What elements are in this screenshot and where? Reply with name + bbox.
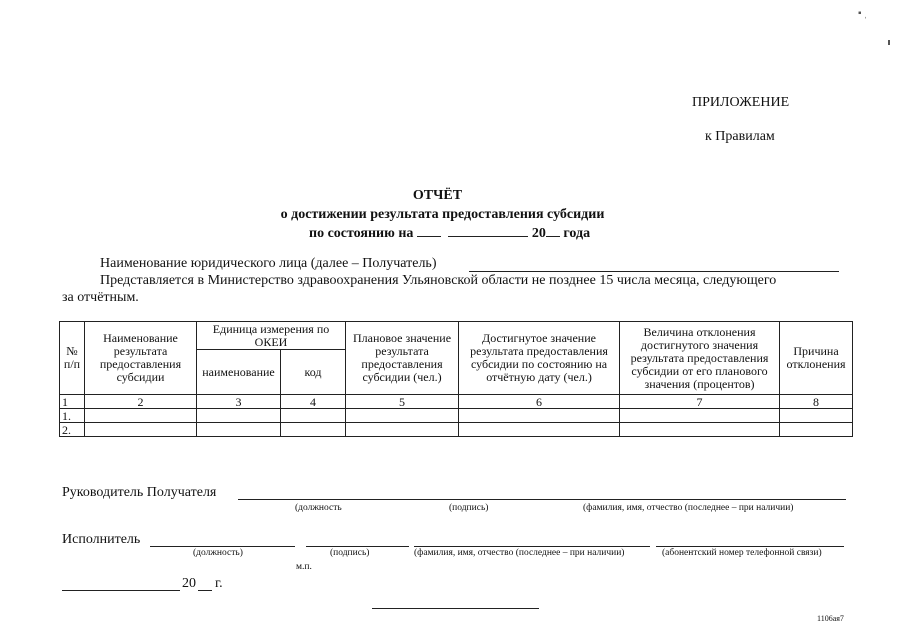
report-table bbox=[59, 321, 853, 437]
table-cell[interactable] bbox=[85, 409, 197, 423]
table-cell[interactable] bbox=[459, 423, 620, 437]
table-cell[interactable] bbox=[620, 409, 780, 423]
row-number: 1. bbox=[60, 409, 85, 423]
col-deviation-header: Величина отклонения достигнутого значения результата предоставления субсидии от его планового значения (процентов) bbox=[620, 322, 780, 395]
table-cell[interactable] bbox=[459, 409, 620, 423]
col-name-header: Наименование результата предоставления субсидии bbox=[85, 322, 197, 395]
date-suffix-label: г. bbox=[215, 576, 223, 591]
col-unit-name-header: наименование bbox=[197, 350, 281, 395]
head-signature-caption: (подпись) bbox=[449, 503, 489, 513]
date-line bbox=[62, 590, 180, 591]
col-achieved-header: Достигнутое значение результата предоставления субсидии по состоянию на отчётную дату (чел.) bbox=[459, 322, 620, 395]
exec-position-caption: (должность) bbox=[193, 548, 243, 558]
column-number: 5 bbox=[346, 395, 459, 409]
table-cell[interactable] bbox=[346, 423, 459, 437]
scan-mark: ▪ ˌ bbox=[858, 8, 868, 19]
col-unit-header: Единица измерения по ОКЕИ bbox=[197, 322, 346, 350]
column-number: 1 bbox=[60, 395, 85, 409]
head-position-caption: (должность bbox=[295, 503, 342, 513]
exec-phone-caption: (абонентский номер телефонной связи) bbox=[662, 548, 822, 558]
head-signature-line bbox=[238, 499, 846, 500]
exec-signature-line bbox=[306, 546, 409, 547]
submit-text: Представляется в Министерство здравоохранения Ульяновской области не позднее 15 числа месяца, следующего bbox=[100, 273, 777, 288]
table-cell[interactable] bbox=[197, 409, 281, 423]
table-cell[interactable] bbox=[620, 423, 780, 437]
exec-position-line bbox=[150, 546, 295, 547]
col-unit-code-header: код bbox=[281, 350, 346, 395]
footer-code: 1106ая7 bbox=[817, 614, 844, 623]
column-number: 8 bbox=[780, 395, 853, 409]
date-prefix: по состоянию на bbox=[309, 226, 414, 241]
table-cell[interactable] bbox=[346, 409, 459, 423]
date-suffix: года bbox=[563, 226, 591, 241]
table-cell[interactable] bbox=[281, 423, 346, 437]
row-number: 2. bbox=[60, 423, 85, 437]
column-number-row bbox=[60, 395, 853, 409]
column-number: 6 bbox=[459, 395, 620, 409]
entity-line bbox=[469, 271, 839, 272]
head-label: Руководитель Получателя bbox=[62, 485, 217, 500]
report-title: ОТЧЁТ bbox=[412, 188, 463, 203]
date-year: 20 bbox=[531, 226, 546, 241]
report-date-line bbox=[309, 225, 590, 242]
stamp-label: м.п. bbox=[296, 562, 312, 572]
appendix-heading: ПРИЛОЖЕНИЕ bbox=[692, 95, 790, 110]
table-row bbox=[60, 423, 853, 437]
exec-fullname-caption: (фамилия, имя, отчество (последнее – при наличии) bbox=[414, 548, 625, 558]
to-rules-label: к Правилам bbox=[705, 129, 775, 144]
executor-label: Исполнитель bbox=[62, 532, 141, 547]
column-number: 7 bbox=[620, 395, 780, 409]
head-fullname-caption: (фамилия, имя, отчество (последнее – при наличии) bbox=[583, 503, 794, 513]
table-cell[interactable] bbox=[780, 409, 853, 423]
col-planned-header: Плановое значение результата предоставления субсидии (чел.) bbox=[346, 322, 459, 395]
scan-mark-bar bbox=[888, 40, 890, 45]
table-cell[interactable] bbox=[197, 423, 281, 437]
table-cell[interactable] bbox=[281, 409, 346, 423]
date-year-line bbox=[198, 590, 212, 591]
col-reason-header: Причина отклонения bbox=[780, 322, 853, 395]
date-year-label: 20 bbox=[182, 576, 196, 591]
footer-rule bbox=[372, 608, 539, 609]
exec-phone-line bbox=[656, 546, 844, 547]
table-cell[interactable] bbox=[85, 423, 197, 437]
column-number: 4 bbox=[281, 395, 346, 409]
col-num-header: № п/п bbox=[60, 322, 85, 395]
submit-text-cont: за отчётным. bbox=[62, 290, 139, 305]
exec-signature-caption: (подпись) bbox=[330, 548, 370, 558]
exec-fullname-line bbox=[414, 546, 650, 547]
column-number: 2 bbox=[85, 395, 197, 409]
entity-label: Наименование юридического лица (далее – Получатель) bbox=[100, 256, 437, 271]
table-row bbox=[60, 409, 853, 423]
column-number: 3 bbox=[197, 395, 281, 409]
report-subtitle: о достижении результата предоставления субсидии bbox=[280, 207, 605, 222]
table-cell[interactable] bbox=[780, 423, 853, 437]
